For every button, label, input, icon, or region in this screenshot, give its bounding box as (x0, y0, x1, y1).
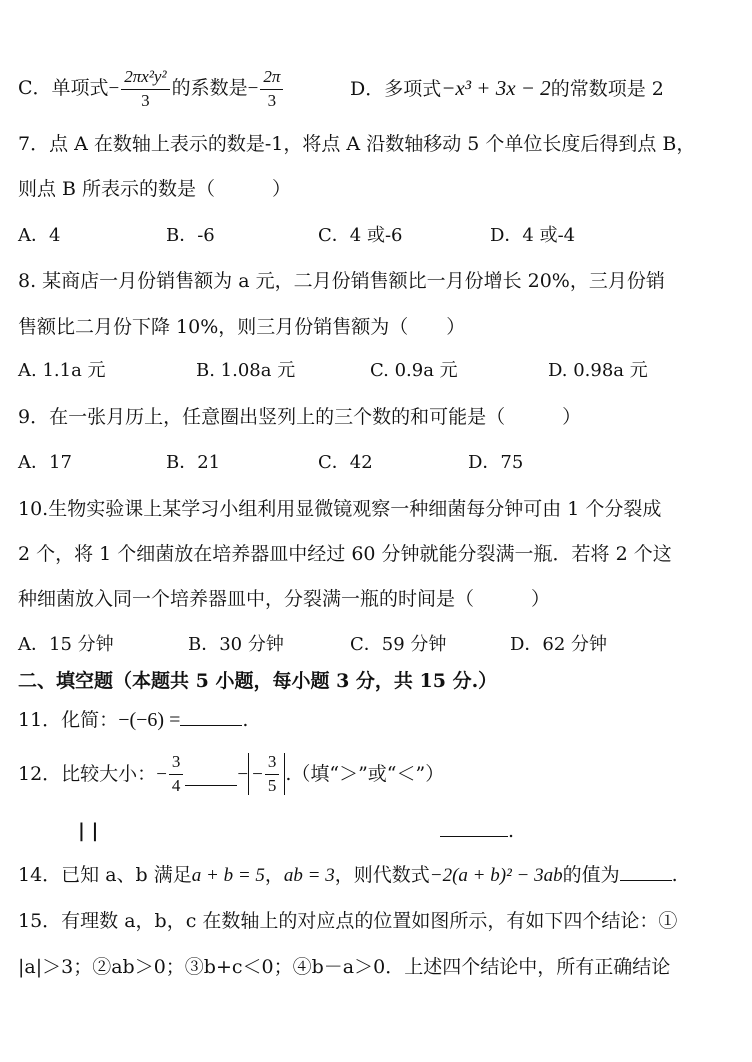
q14-expression: −2(a + b)² − 3ab (429, 865, 563, 886)
q13-bars: | | (78, 820, 99, 842)
q9-option-c: C．42 (318, 452, 373, 473)
q7-line-2: 则点 B 所表示的数是（ ） (18, 178, 292, 200)
coefficient-fraction (260, 68, 283, 110)
option-c-line (18, 68, 285, 110)
q14-tail: 的值为 (562, 864, 620, 886)
q8-option-c: C. 0.9a 元 (370, 360, 458, 381)
q12-answer-blank[interactable] (185, 784, 237, 786)
polynomial-expression: −x³ + 3x − 2 (441, 76, 551, 100)
q10-option-b: B．30 分钟 (188, 634, 284, 655)
q9-option-d: D．75 (468, 452, 524, 473)
q11-suffix: . (242, 709, 249, 731)
option-d-label: D．多项式 (350, 78, 442, 100)
q10-line-1: 10.生物实验课上某学习小组利用显微镜观察一种细菌每分钟可由 1 个分裂成 (18, 498, 662, 520)
q8-line-1: 8. 某商店一月份销售额为 a 元，二月份销售额比一月份增长 20%，三月份销 (18, 270, 665, 292)
fraction-denominator: 3 (141, 90, 150, 110)
q12-denominator-1: 4 (171, 775, 181, 795)
q12-fraction-2 (265, 753, 280, 795)
q12-suffix: .（填“＞”或“＜”） (285, 762, 445, 785)
q9-line-1: 9．在一张月历上，任意圈出竖列上的三个数的和可能是（ ） (18, 406, 582, 428)
q10-line-3: 种细菌放入同一个培养器皿中，分裂满一瓶的时间是（ ） (18, 588, 551, 610)
q15-line-2: |a|＞3；②ab＞0；③b+c＜0；④b－a＞0．上述四个结论中，所有正确结论 (18, 956, 671, 978)
q14-line (18, 866, 678, 885)
q11-expression: −(−6) = (118, 709, 181, 731)
q13-answer-blank[interactable] (440, 835, 508, 837)
q7-option-c: C．4 或-6 (318, 225, 403, 246)
fraction-numerator-2: 2π (260, 68, 283, 90)
q10-option-a: A．15 分钟 (18, 634, 114, 655)
q7-option-d: D．4 或-4 (490, 225, 576, 246)
q9-option-b: B．21 (166, 452, 221, 473)
q10-line-2: 2 个，将 1 个细菌放在培养器皿中经过 60 分钟就能分裂满一瓶．若将 2 个这 (18, 543, 672, 565)
q12-minus: − (156, 763, 167, 785)
q7-option-a: A．4 (18, 225, 61, 246)
option-d-tail: 的常数项是 2 (550, 78, 664, 100)
fraction-denominator-2: 3 (267, 90, 277, 110)
q14-answer-blank[interactable] (620, 879, 672, 881)
q8-option-a: A. 1.1a 元 (18, 360, 106, 381)
q12-minus-2: − (237, 763, 249, 785)
coefficient-text: 的系数是 (171, 77, 248, 100)
q14-separator: ， (264, 864, 284, 886)
q11-line (18, 710, 248, 730)
q13-suffix: . (508, 820, 515, 842)
monomial-fraction (121, 68, 169, 110)
q8-option-b: B. 1.08a 元 (196, 360, 296, 381)
q9-option-a: A．17 (18, 452, 72, 473)
minus-sign: − (108, 78, 120, 100)
q12-inner-minus: − (252, 763, 263, 785)
q11-answer-blank[interactable] (180, 724, 242, 726)
q11-prefix: 11．化简： (18, 709, 119, 731)
q10-option-c: C．59 分钟 (350, 634, 447, 655)
q14-condition-2: ab = 3 (283, 865, 335, 886)
q13-answer (440, 822, 514, 841)
q12-absolute-value (248, 753, 285, 795)
fraction-numerator: 2πx²y² (121, 68, 169, 90)
q12-fraction-1 (169, 753, 184, 795)
q14-condition-1: a + b = 5 (191, 865, 265, 886)
q12-denominator-2: 5 (267, 775, 277, 795)
q10-option-d: D．62 分钟 (510, 634, 608, 655)
q8-option-d: D. 0.98a 元 (548, 360, 648, 381)
q14-mid: ，则代数式 (334, 864, 430, 886)
q14-prefix: 14．已知 a、b 满足 (18, 864, 192, 886)
minus-sign-2: − (247, 78, 259, 100)
q14-suffix: . (671, 864, 678, 886)
q8-line-2: 售额比二月份下降 10%，则三月份销售额为（ ） (18, 316, 466, 338)
option-d-line (350, 78, 664, 99)
q12-line (18, 753, 444, 795)
q12-numerator-2: 3 (265, 753, 280, 775)
q7-option-b: B．-6 (166, 225, 215, 246)
option-c-label: C．单项式 (18, 77, 109, 100)
q15-line-1: 15．有理数 a，b，c 在数轴上的对应点的位置如图所示，有如下四个结论：① (18, 910, 678, 932)
section-2-title: 二、填空题（本题共 5 小题，每小题 3 分，共 15 分.） (18, 670, 498, 692)
q12-numerator-1: 3 (169, 753, 184, 775)
q7-line-1: 7．点 A 在数轴上表示的数是-1，将点 A 沿数轴移动 5 个单位长度后得到点 B， (18, 133, 696, 155)
q12-prefix: 12．比较大小： (18, 762, 157, 785)
